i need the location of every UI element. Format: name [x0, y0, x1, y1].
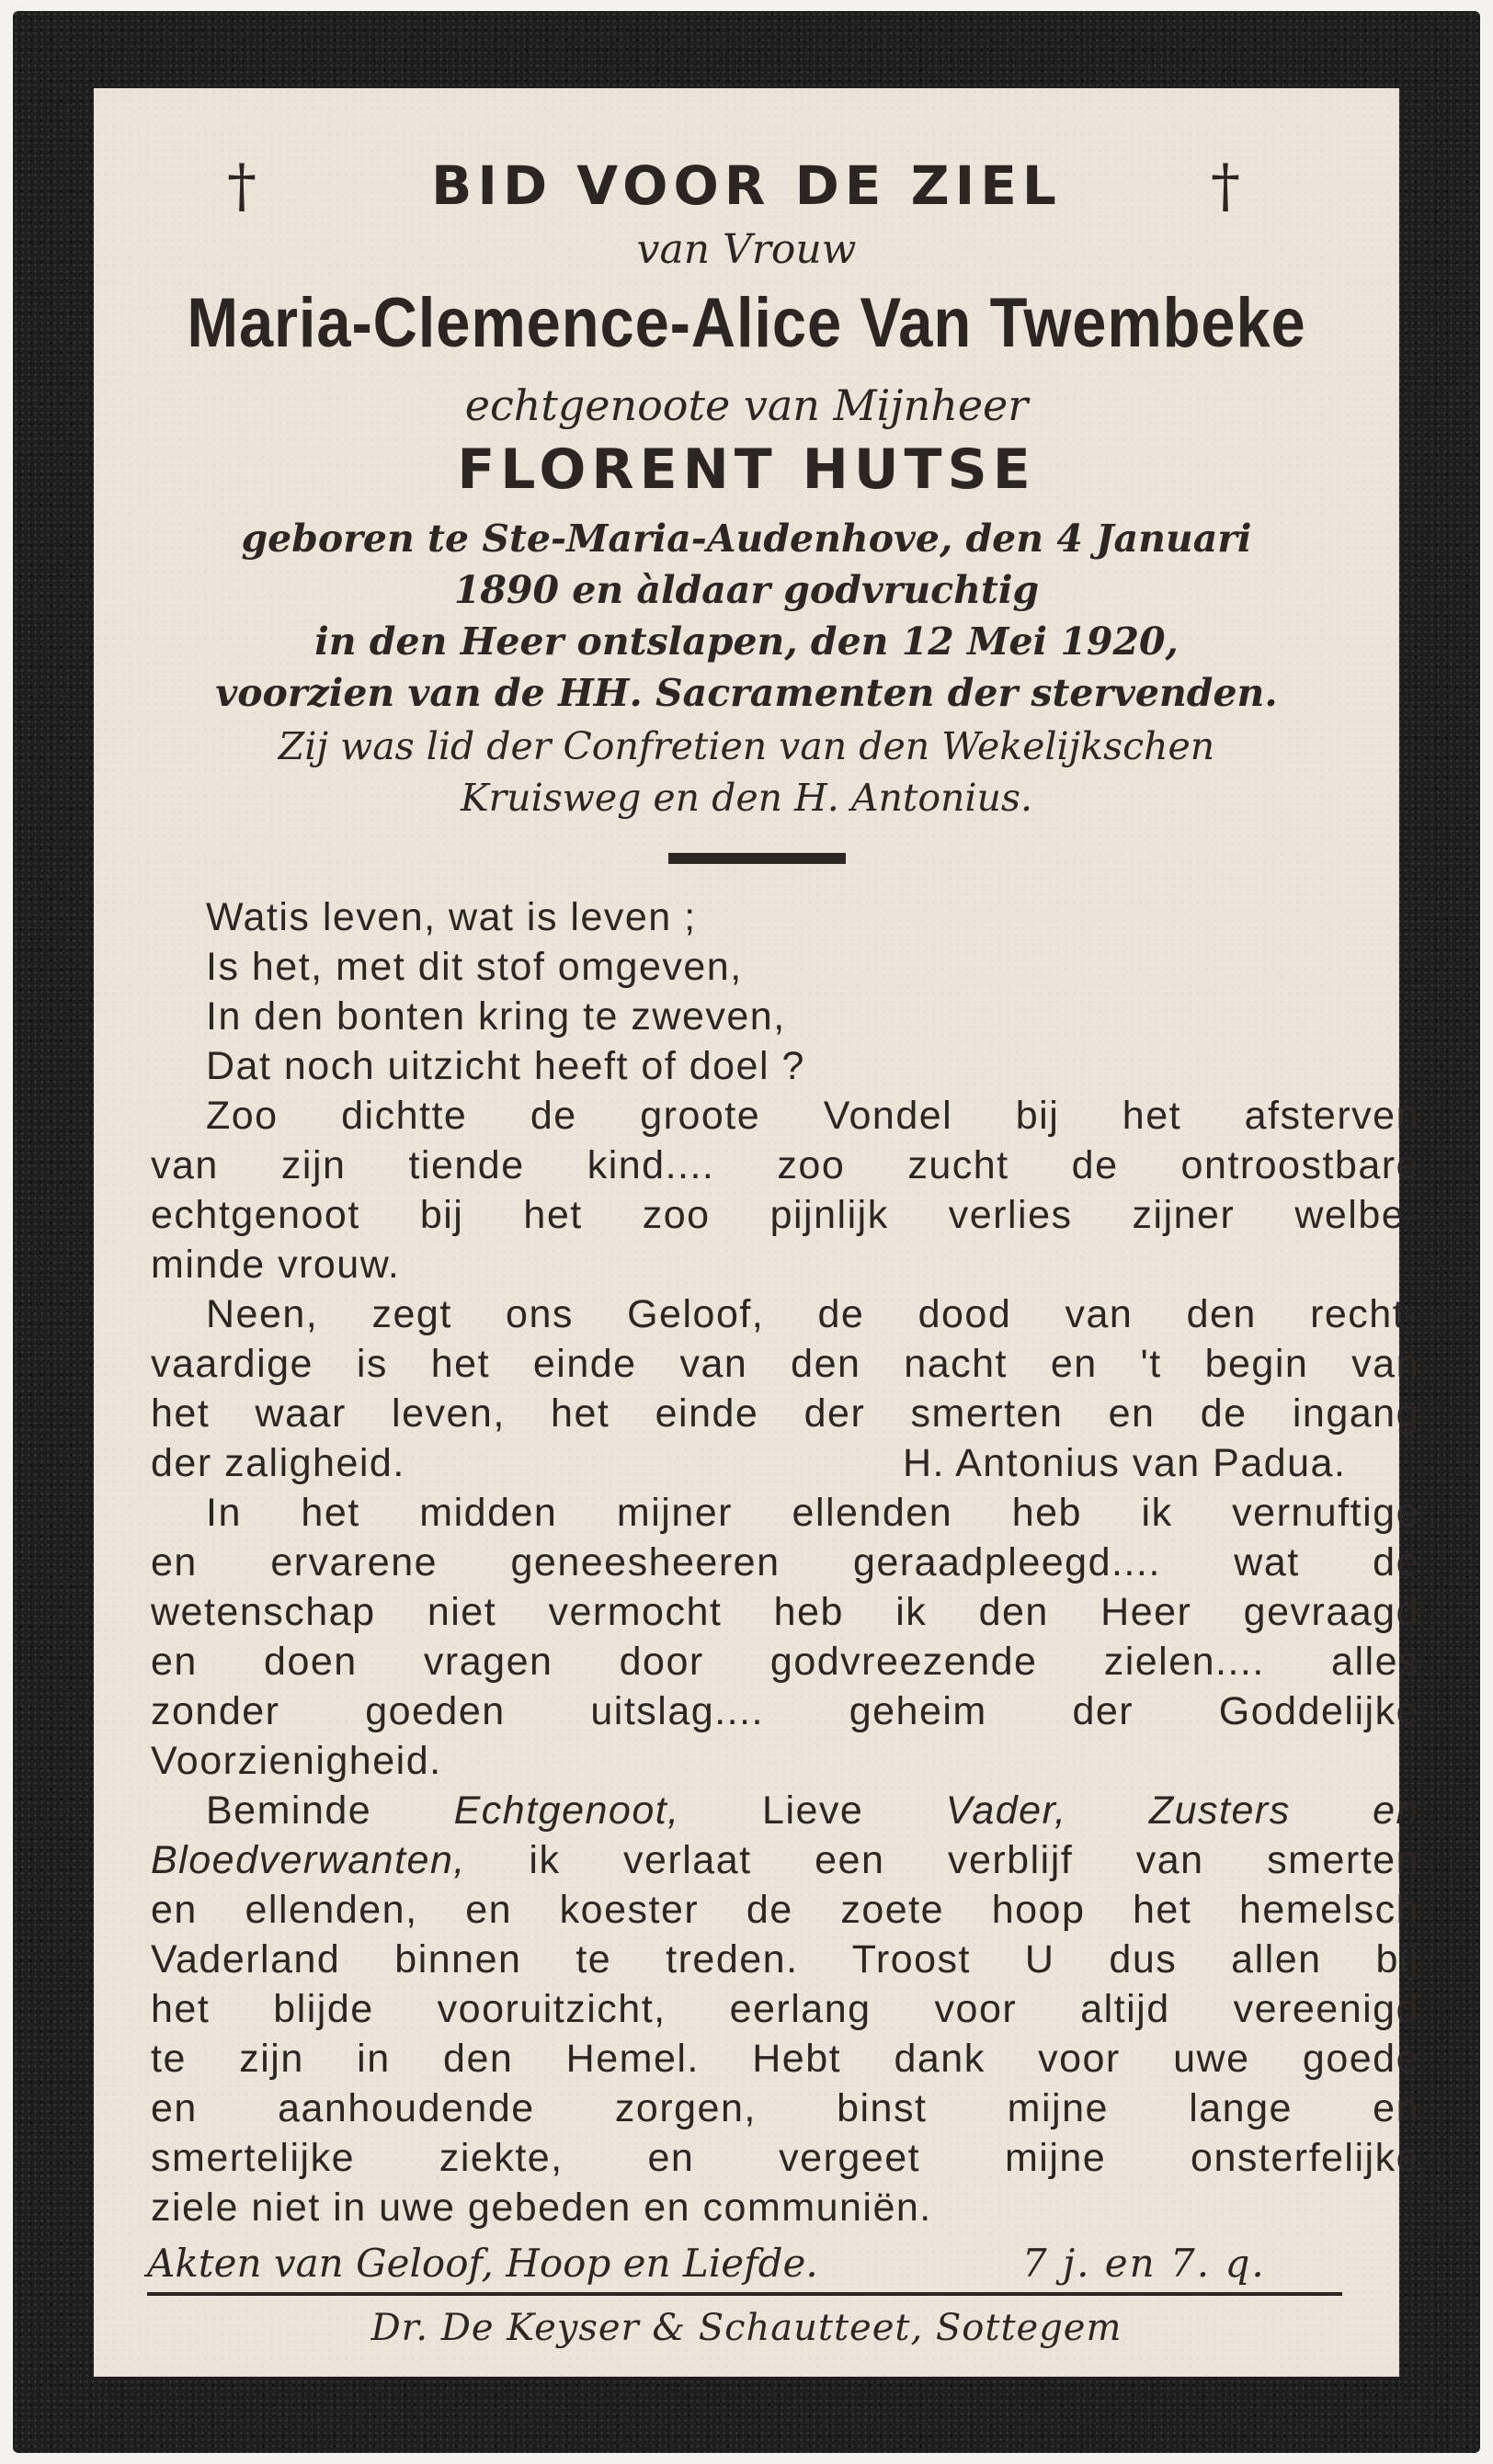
indulgence-days: 7 j. en 7. q.	[1022, 2241, 1266, 2286]
p3-line-3	[151, 1590, 1419, 1635]
printer-imprint: Dr. De Keyser & Schautteet, Sottegem	[370, 2307, 1123, 2349]
spouse-name: FLORENT HUTSE	[457, 437, 1036, 502]
bio-line-2: 1890 en àldaar godvruchtig	[453, 568, 1040, 612]
van-vrouw-line: van Vrouw	[636, 226, 857, 273]
p1-line-2-text: van zijn tiende kind.... zoo zucht de ontroostbare	[151, 1143, 1419, 1187]
p2-line-3	[151, 1391, 1419, 1436]
p4-line-2-text	[151, 1838, 1419, 1883]
p2-line-1	[206, 1292, 1419, 1337]
p2-line-2-text: vaardige is het einde van den nacht en 't begin van	[151, 1342, 1419, 1386]
deceased-name: Maria-Clemence-Alice Van Twembeke	[187, 284, 1306, 362]
poem-line-1: Watis leven, wat is leven ;	[206, 895, 697, 939]
p4-bloedverwanten: Bloedverwanten,	[151, 1838, 466, 1882]
p4-line-6-text: te zijn in den Hemel. Hebt dank voor uwe goede	[151, 2037, 1419, 2081]
memorial-card	[13, 11, 1480, 2453]
p4-verlaat: ik verlaat een verblijf van smerten	[465, 1838, 1419, 1882]
confraternity-line-2: Kruisweg en den H. Antonius.	[460, 776, 1033, 820]
p1-line-2	[151, 1143, 1419, 1188]
poem-line-3: In den bonten kring te zweven,	[206, 994, 786, 1039]
confraternity-line-1: Zij was lid der Confretien van den Wekelijkschen	[278, 724, 1215, 768]
divider-bar	[668, 853, 846, 864]
cross-icon-right: †	[1211, 153, 1240, 221]
p4-line-7	[151, 2086, 1419, 2131]
p2-line-2	[151, 1342, 1419, 1387]
p4-line-3	[151, 1888, 1419, 1933]
p3-line-3-text: wetenschap niet vermocht heb ik den Heer gevraagd	[151, 1590, 1419, 1634]
p4-vader-zusters: Vader, Zusters en	[945, 1788, 1419, 1833]
prayer-title: BID VOOR DE ZIEL	[431, 154, 1062, 217]
p4-line-8-text: smertelijke ziekte, en vergeet mijne onsterfelijke	[151, 2136, 1419, 2180]
p2-line-4: der zaligheid.	[151, 1441, 405, 1485]
p4-line-9: ziele niet in uwe gebeden en communiën.	[151, 2186, 932, 2230]
p3-line-4	[151, 1640, 1419, 1685]
p3-line-2-text: en ervarene geneesheeren geraadpleegd.... wat de	[151, 1540, 1419, 1584]
p1-line-3-text: echtgenoot bij het zoo pijnlijk verlies zijner welbe-	[151, 1193, 1419, 1237]
bio-line-4: voorzien van de HH. Sacramenten der stervenden.	[215, 671, 1278, 715]
p2-attribution: H. Antonius van Padua.	[903, 1441, 1347, 1485]
p3-line-4-text: en doen vragen door godvreezende zielen.... alles	[151, 1640, 1419, 1684]
p4-lieve: Lieve	[679, 1788, 946, 1833]
footer-divider	[147, 2292, 1342, 2296]
p1-line-4: minde vrouw.	[151, 1243, 401, 1287]
bio-line-1: geboren te Ste-Maria-Audenhove, den 4 Januari	[241, 517, 1252, 561]
poem-line-2: Is het, met dit stof omgeven,	[206, 945, 743, 989]
p3-line-2	[151, 1540, 1419, 1585]
spouse-intro: echtgenoote van Mijnheer	[464, 380, 1029, 430]
p4-line-1-text	[206, 1788, 1419, 1834]
p1-line-1-text: Zoo dichtte de groote Vondel bij het afsterven	[206, 1094, 1419, 1138]
p3-line-6: Voorzienigheid.	[151, 1739, 442, 1783]
poem-line-4: Dat noch uitzicht heeft of doel ?	[206, 1044, 805, 1088]
p4-line-5-text: het blijde vooruitzicht, eerlang voor altijd vereenigd	[151, 1987, 1419, 2031]
cross-icon-left: †	[227, 153, 256, 221]
p4-line-6	[151, 2037, 1419, 2082]
p4-line-7-text: en aanhoudende zorgen, binst mijne lange en	[151, 2086, 1419, 2130]
p4-line-1	[206, 1788, 1419, 1834]
p4-beminde: Beminde	[206, 1788, 454, 1833]
p3-line-5-text: zonder goeden uitslag.... geheim der Goddelijke	[151, 1689, 1419, 1733]
p4-line-4-text: Vaderland binnen te treden. Troost U dus allen bij	[151, 1937, 1419, 1981]
card-text-area	[94, 88, 1419, 2377]
p4-line-8	[151, 2136, 1419, 2181]
p4-echtgenoot: Echtgenoot,	[453, 1788, 680, 1833]
p4-line-3-text: en ellenden, en koester de zoete hoop het hemelsch	[151, 1888, 1419, 1932]
p1-line-1	[206, 1094, 1419, 1139]
bio-line-3: in den Heer ontslapen, den 12 Mei 1920,	[314, 619, 1179, 664]
p1-line-3	[151, 1193, 1419, 1238]
p4-line-5	[151, 1987, 1419, 2032]
p3-line-1	[206, 1491, 1419, 1536]
p2-line-3-text: het waar leven, het einde der smerten en de ingang	[151, 1391, 1419, 1436]
p2-line-1-text: Neen, zegt ons Geloof, de dood van den recht-	[206, 1292, 1419, 1336]
p4-line-2	[151, 1838, 1419, 1883]
p4-line-4	[151, 1937, 1419, 1982]
p3-line-1-text: In het midden mijner ellenden heb ik vernuftige	[206, 1491, 1419, 1535]
p3-line-5	[151, 1689, 1419, 1734]
indulgence-text: Akten van Geloof, Hoop en Liefde.	[147, 2241, 818, 2286]
